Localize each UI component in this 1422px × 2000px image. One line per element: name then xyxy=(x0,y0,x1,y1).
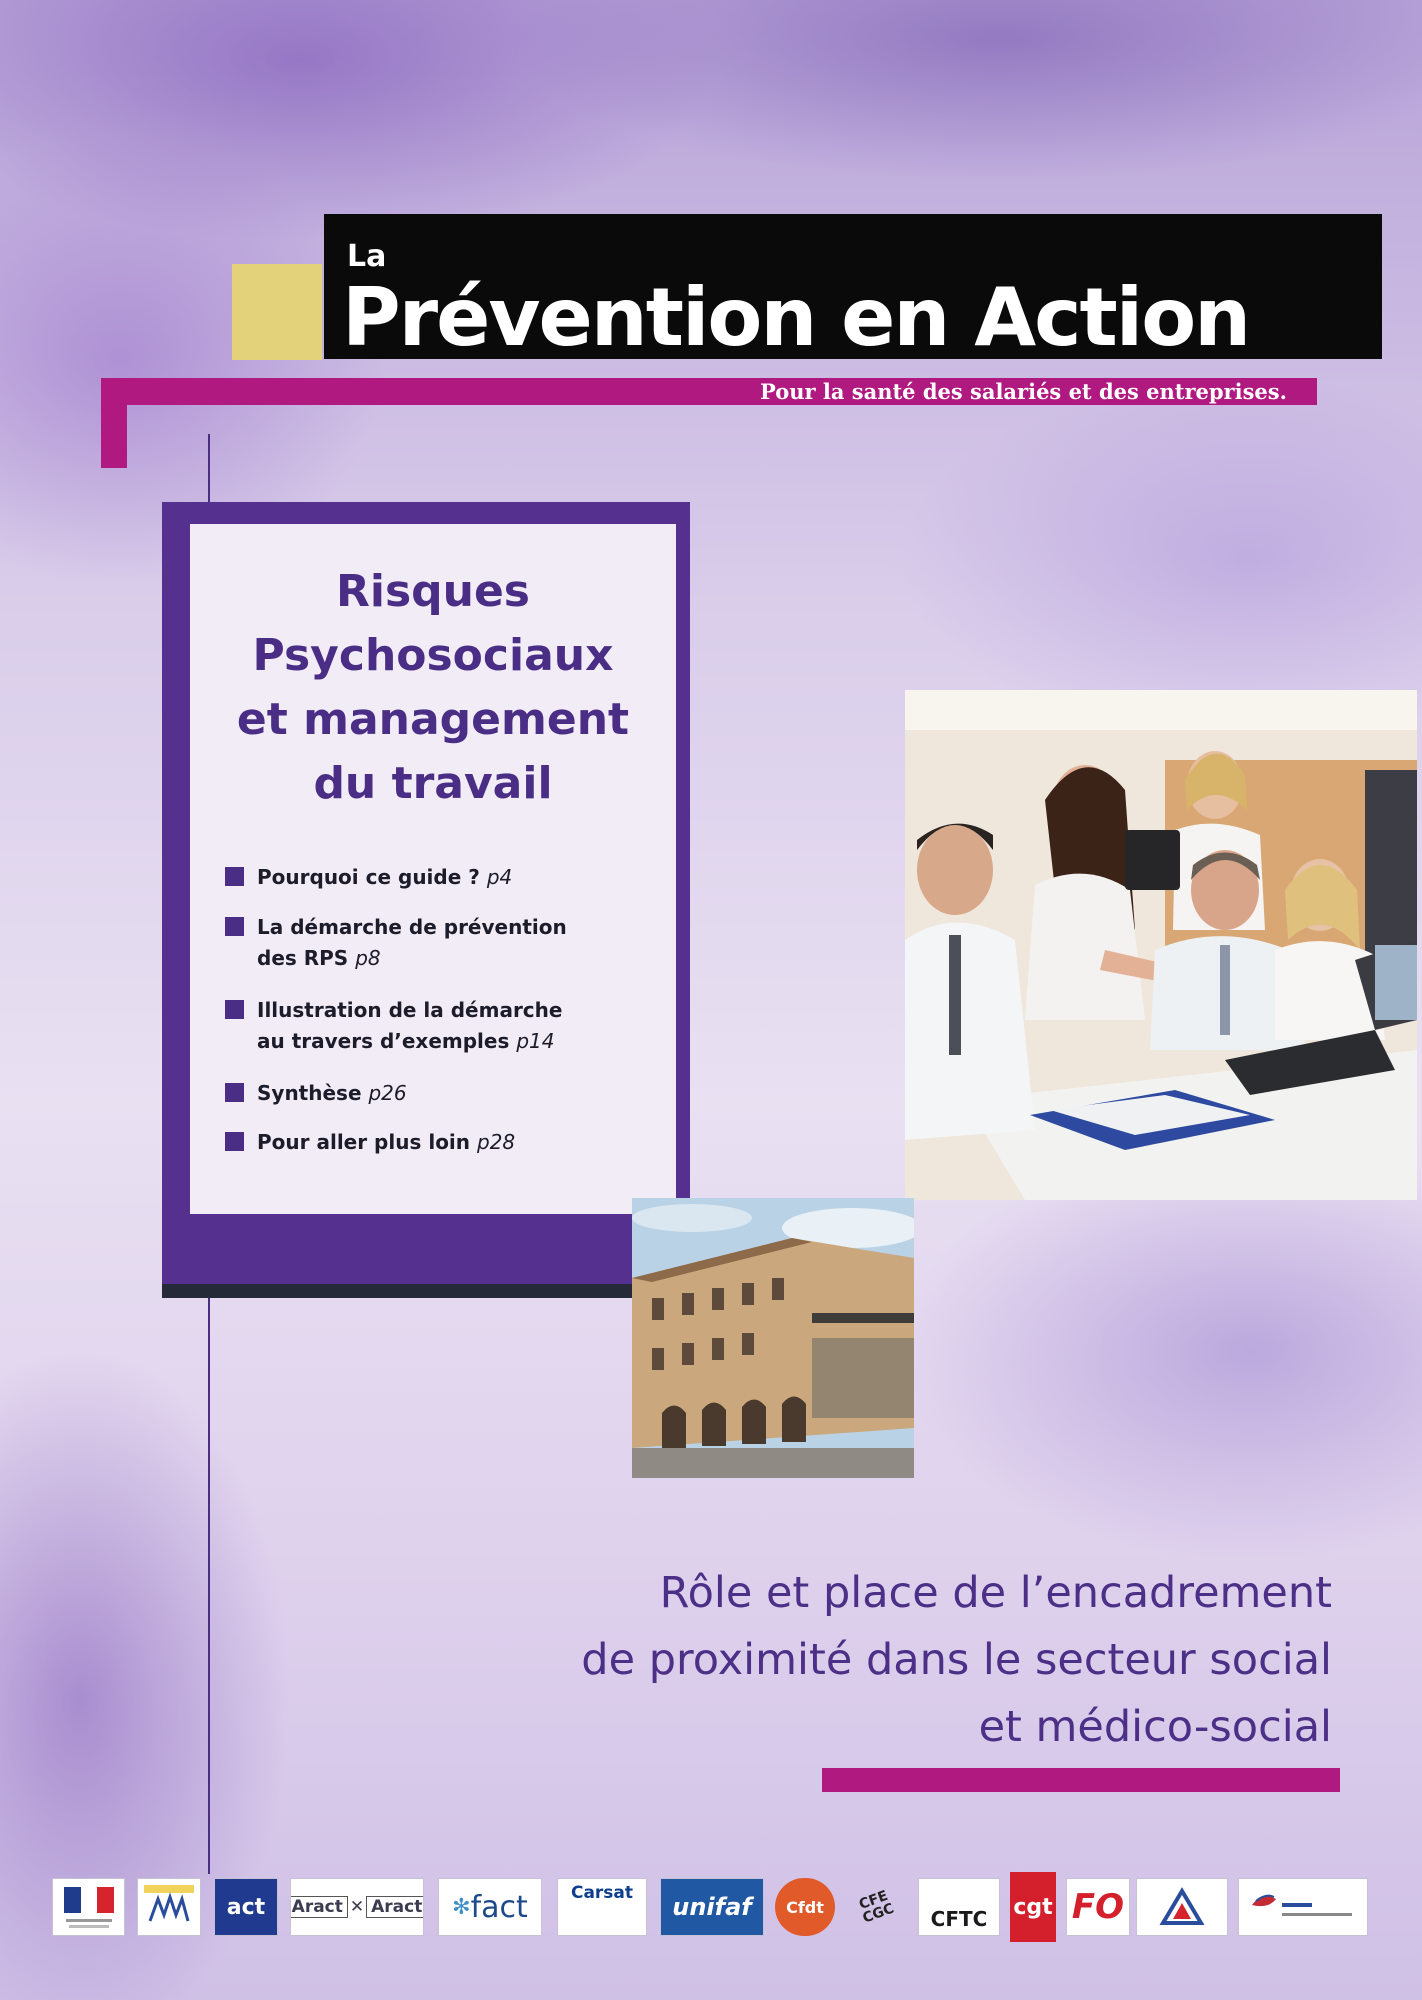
unifaf-logo: unifaf xyxy=(660,1878,764,1936)
toc-item-label: Synthèse xyxy=(257,1081,362,1105)
toc-item-label: La démarche de prévention xyxy=(257,915,567,939)
title-accent-square xyxy=(232,264,322,360)
guide-title-line: du travail xyxy=(313,758,553,809)
square-bullet-icon xyxy=(225,917,244,936)
square-bullet-icon xyxy=(225,867,244,886)
fact-logo xyxy=(438,1878,542,1936)
act-logo: act xyxy=(214,1878,278,1936)
building-illustration xyxy=(632,1198,914,1478)
office-meeting-illustration xyxy=(905,690,1417,1200)
cgpme-logo xyxy=(1136,1878,1228,1936)
subtitle-underline-bar xyxy=(822,1768,1340,1792)
subtitle-line: de proximité dans le secteur social xyxy=(581,1635,1332,1685)
cfe-cgc-logo: CFE CGC xyxy=(857,1887,897,1927)
guide-title-line: Psychosociaux xyxy=(252,630,614,681)
toc-item-label: des RPS xyxy=(257,946,349,970)
guide-title-line: Risques xyxy=(335,566,530,617)
toc-item-page: p4 xyxy=(486,865,513,889)
toc-item-label: Pour aller plus loin xyxy=(257,1130,471,1154)
square-bullet-icon xyxy=(225,1083,244,1102)
cftc-logo: CFTC xyxy=(918,1878,1000,1936)
aract-logo-text: Aract xyxy=(290,1896,348,1918)
fact-star-icon: ✻ xyxy=(452,1894,471,1920)
series-title: Prévention en Action xyxy=(342,271,1250,364)
fact-logo-text: fact xyxy=(470,1889,528,1925)
fo-logo: FO xyxy=(1066,1878,1130,1936)
building-photo xyxy=(632,1198,914,1478)
marianne-logo xyxy=(52,1878,125,1936)
toc-item-label: Illustration de la démarche xyxy=(257,998,563,1022)
medef-logo xyxy=(1238,1878,1368,1936)
square-bullet-icon xyxy=(225,1132,244,1151)
aract-logo xyxy=(290,1878,424,1936)
medef-emblem-icon xyxy=(1248,1887,1358,1927)
cgpme-triangle-icon xyxy=(1159,1887,1205,1927)
cfdt-logo: Cfdt xyxy=(775,1878,835,1936)
guide-title-line: et management xyxy=(236,694,630,745)
aract-logo-text: Aract xyxy=(366,1896,424,1918)
subtitle-line: et médico-social xyxy=(978,1702,1332,1752)
aract-logo-cross-icon: ✕ xyxy=(349,1897,365,1917)
cgt-logo: cgt xyxy=(1010,1872,1056,1942)
aracts-logo xyxy=(137,1878,201,1936)
office-meeting-photo xyxy=(905,690,1417,1200)
subtitle-line: Rôle et place de l’encadrement xyxy=(659,1568,1332,1618)
marianne-flag-icon xyxy=(64,1887,114,1913)
tagline: Pour la santé des salariés et des entreprises. xyxy=(760,379,1287,404)
guide-subtitle xyxy=(500,1560,1332,1761)
square-bullet-icon xyxy=(225,1000,244,1019)
toc-item-label: Pourquoi ce guide ? xyxy=(257,865,480,889)
guide-title xyxy=(190,560,676,816)
carsat-logo: Carsat xyxy=(557,1878,647,1936)
toc-item-page: p8 xyxy=(355,946,381,970)
toc-frame-shadow xyxy=(162,1284,690,1298)
toc-item-label: au travers d’exemples xyxy=(257,1029,510,1053)
toc-item-page: p28 xyxy=(477,1130,516,1154)
series-title-article: La xyxy=(347,239,387,274)
aracts-wave-icon xyxy=(144,1885,194,1929)
toc-item-page: p14 xyxy=(516,1029,555,1053)
toc-item-page: p26 xyxy=(368,1081,407,1105)
